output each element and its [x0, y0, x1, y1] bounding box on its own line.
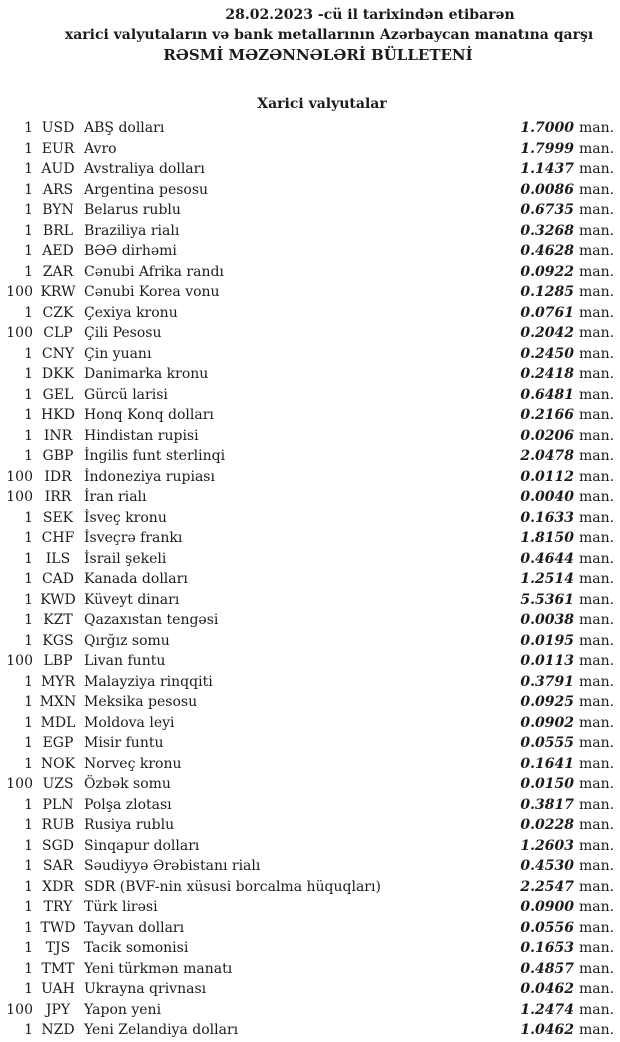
currency-unit-label: man. — [579, 325, 615, 341]
currency-name: Çin yuanı — [84, 345, 152, 362]
currency-code: BYN — [42, 202, 74, 218]
currency-rate: 0.3817 — [520, 796, 574, 813]
currency-quantity: 1 — [24, 1022, 33, 1038]
currency-code: ZAR — [42, 263, 74, 280]
currency-name: Ukrayna qrivnası — [84, 981, 207, 997]
currency-rate: 0.1633 — [520, 509, 574, 526]
currency-unit-label: man. — [579, 878, 615, 895]
currency-quantity: 1 — [24, 735, 33, 751]
currency-code: UAH — [41, 981, 75, 997]
bulletin-title: RƏSMİ MƏZƏNNƏLƏRİ BÜLLETENİ — [163, 46, 473, 64]
rate-row-try — [0, 897, 620, 918]
currency-rate: 1.0462 — [520, 1022, 574, 1038]
currency-code: AUD — [41, 161, 75, 177]
currency-quantity: 1 — [24, 591, 33, 608]
bulletin-subtitle: xarici valyutaların və bank metallarının Azərbaycan manatına qarşı — [64, 27, 594, 43]
currency-quantity: 1 — [24, 304, 33, 321]
rate-row-hkd — [0, 405, 620, 426]
currency-code: GEL — [42, 386, 74, 403]
currency-rate: 0.0462 — [520, 981, 574, 997]
currency-rate: 0.3791 — [520, 673, 574, 690]
currency-code: AED — [42, 243, 74, 259]
rate-row-aed — [0, 241, 620, 262]
currency-unit-label: man. — [579, 1001, 615, 1018]
rate-row-rub — [0, 815, 620, 836]
currency-unit-label: man. — [579, 591, 615, 608]
currency-quantity: 1 — [24, 612, 33, 628]
rate-row-aud — [0, 159, 620, 180]
currency-unit-label: man. — [579, 243, 615, 259]
currency-name: Danimarka kronu — [84, 366, 209, 382]
currency-unit-label: man. — [579, 161, 615, 177]
currency-unit-label: man. — [579, 120, 615, 136]
currency-code: INR — [43, 427, 73, 444]
currency-rate: 1.8150 — [520, 530, 574, 546]
currency-code: UZS — [42, 776, 74, 792]
currency-code: DKK — [41, 366, 75, 382]
currency-unit-label: man. — [579, 694, 615, 710]
currency-code: HKD — [41, 407, 75, 423]
currency-rate: 0.4857 — [520, 960, 574, 977]
currency-quantity: 1 — [24, 694, 33, 710]
rate-row-lbp — [0, 651, 620, 672]
currency-quantity: 1 — [24, 448, 33, 464]
currency-unit-label: man. — [579, 632, 615, 649]
currency-rate: 0.6481 — [520, 386, 574, 403]
currency-quantity: 1 — [24, 120, 33, 136]
currency-quantity: 100 — [6, 325, 33, 341]
currency-unit-label: man. — [579, 407, 615, 423]
currency-quantity: 1 — [24, 673, 33, 690]
currency-unit-label: man. — [579, 448, 615, 464]
currency-name: İsveçrə frankı — [84, 530, 183, 546]
rate-row-kwd — [0, 590, 620, 611]
rate-row-kgs — [0, 631, 620, 652]
currency-rate: 0.0086 — [520, 181, 574, 198]
currency-rate: 0.4628 — [520, 243, 574, 259]
currency-name: Polşa zlotası — [84, 796, 172, 813]
currency-code: IRR — [44, 489, 72, 505]
currency-rate: 0.2166 — [520, 407, 574, 423]
currency-unit-label: man. — [579, 981, 615, 997]
rate-row-idr — [0, 467, 620, 488]
currency-unit-label: man. — [579, 345, 615, 362]
currency-quantity: 1 — [24, 817, 33, 833]
rate-row-sek — [0, 508, 620, 529]
currency-name: Norveç kronu — [84, 755, 182, 772]
currency-name: Moldova leyi — [84, 714, 175, 731]
currency-quantity: 1 — [24, 345, 33, 362]
rate-row-uah — [0, 979, 620, 1000]
currency-quantity: 1 — [24, 837, 33, 854]
currency-rate: 0.4530 — [520, 858, 574, 874]
rate-row-cny — [0, 344, 620, 365]
currency-unit-label: man. — [579, 571, 615, 587]
currency-unit-label: man. — [579, 817, 615, 833]
currency-quantity: 100 — [6, 284, 33, 300]
rate-row-gel — [0, 385, 620, 406]
currency-name: Cənubi Afrika randı — [84, 263, 224, 280]
rate-row-clp — [0, 323, 620, 344]
currency-rate: 2.2547 — [520, 878, 574, 895]
currency-quantity: 100 — [6, 776, 33, 792]
currency-quantity: 1 — [24, 550, 33, 567]
currency-code: XDR — [42, 878, 74, 895]
currency-unit-label: man. — [579, 509, 615, 526]
currency-code: EGP — [42, 735, 74, 751]
currency-unit-label: man. — [579, 202, 615, 218]
rate-row-nok — [0, 754, 620, 775]
currency-rate: 0.0555 — [520, 735, 574, 751]
currency-unit-label: man. — [579, 366, 615, 382]
rate-row-ars — [0, 180, 620, 201]
currency-rate: 0.2042 — [520, 325, 574, 341]
currency-code: JPY — [45, 1001, 71, 1018]
currency-name: Tacik somonisi — [84, 940, 189, 956]
currency-name: SDR (BVF-nin xüsusi borcalma hüquqları) — [84, 878, 381, 895]
currency-name: İndoneziya rupiası — [84, 468, 215, 485]
currency-quantity: 1 — [24, 222, 33, 239]
currency-name: Gürcü larisi — [84, 386, 168, 403]
currency-name: İsveç kronu — [84, 509, 167, 526]
currency-rate: 0.2450 — [520, 345, 574, 362]
rate-row-krw — [0, 282, 620, 303]
currency-unit-label: man. — [579, 673, 615, 690]
currency-quantity: 1 — [24, 140, 33, 157]
currency-quantity: 1 — [24, 755, 33, 772]
currency-code: CZK — [42, 304, 74, 321]
currency-rate: 0.0902 — [520, 714, 574, 731]
currency-name: Tayvan dolları — [84, 919, 185, 936]
currency-code: MXN — [39, 694, 77, 710]
currency-rate: 0.1285 — [520, 284, 574, 300]
currency-unit-label: man. — [579, 796, 615, 813]
currency-quantity: 1 — [24, 407, 33, 423]
currency-name: Honq Konq dolları — [84, 407, 214, 423]
rate-row-eur — [0, 139, 620, 160]
currency-quantity: 100 — [6, 1001, 33, 1018]
currency-rate: 0.0228 — [520, 817, 574, 833]
currency-unit-label: man. — [579, 427, 615, 444]
rate-row-pln — [0, 795, 620, 816]
currency-unit-label: man. — [579, 714, 615, 731]
currency-unit-label: man. — [579, 386, 615, 403]
currency-name: Meksika pesosu — [84, 694, 198, 710]
rate-row-byn — [0, 200, 620, 221]
currency-name: İsrail şekeli — [84, 550, 167, 567]
bulletin-header — [0, 0, 620, 65]
currency-name: Çili Pesosu — [84, 325, 162, 341]
currency-rate: 0.0900 — [520, 899, 574, 915]
currency-unit-label: man. — [579, 960, 615, 977]
currency-quantity: 1 — [24, 878, 33, 895]
currency-quantity: 1 — [24, 181, 33, 198]
currency-rate: 0.6735 — [520, 202, 574, 218]
currency-quantity: 1 — [24, 940, 33, 956]
rate-row-kzt — [0, 610, 620, 631]
currency-quantity: 1 — [24, 919, 33, 936]
currency-quantity: 1 — [24, 509, 33, 526]
currency-rate: 1.7000 — [520, 120, 574, 136]
currency-name: Misir funtu — [84, 735, 164, 751]
currency-code: CHF — [41, 530, 75, 546]
currency-unit-label: man. — [579, 181, 615, 198]
currency-quantity: 1 — [24, 427, 33, 444]
currency-code: NZD — [41, 1022, 75, 1038]
currency-rate: 1.2603 — [520, 837, 574, 854]
currency-quantity: 1 — [24, 161, 33, 177]
currency-code: MYR — [40, 673, 76, 690]
rate-row-tjs — [0, 938, 620, 959]
currency-unit-label: man. — [579, 550, 615, 567]
currency-name: Türk lirəsi — [84, 899, 158, 915]
currency-name: Avstraliya dolları — [84, 161, 205, 177]
currency-name: Avro — [84, 140, 117, 157]
currency-quantity: 100 — [6, 653, 33, 669]
rate-row-czk — [0, 303, 620, 324]
currency-code: CNY — [41, 345, 75, 362]
currency-rate: 0.1641 — [520, 755, 574, 772]
currency-rate: 0.4644 — [520, 550, 574, 567]
currency-rate: 1.2474 — [520, 1001, 574, 1018]
currency-name: Çexiya kronu — [84, 304, 178, 321]
currency-code: USD — [41, 120, 75, 136]
currency-rate: 0.0112 — [520, 468, 574, 485]
currency-quantity: 1 — [24, 263, 33, 280]
currency-code: KWD — [40, 591, 76, 608]
currency-quantity: 1 — [24, 960, 33, 977]
currency-code: TRY — [43, 899, 73, 915]
currency-quantity: 1 — [24, 714, 33, 731]
currency-quantity: 100 — [6, 468, 33, 485]
currency-code: MDL — [40, 714, 76, 731]
currency-name: Küveyt dinarı — [84, 591, 180, 608]
currency-name: Hindistan rupisi — [84, 427, 199, 444]
currency-unit-label: man. — [579, 530, 615, 546]
currency-code: CAD — [41, 571, 75, 587]
currency-name: Sinqapur dolları — [84, 837, 200, 854]
currency-unit-label: man. — [579, 755, 615, 772]
currency-name: Argentina pesosu — [84, 181, 209, 198]
rate-row-zar — [0, 262, 620, 283]
currency-rate: 1.1437 — [520, 161, 574, 177]
currency-unit-label: man. — [579, 612, 615, 628]
currency-rate: 0.0925 — [520, 694, 574, 710]
currency-quantity: 1 — [24, 366, 33, 382]
rate-row-mdl — [0, 713, 620, 734]
currency-code: ARS — [42, 181, 74, 198]
currency-unit-label: man. — [579, 468, 615, 485]
currency-rate: 0.3268 — [520, 222, 574, 239]
currency-name: Səudiyyə Ərəbistanı rialı — [84, 858, 261, 874]
currency-code: EUR — [41, 140, 75, 157]
currency-rate: 0.1653 — [520, 940, 574, 956]
rate-row-inr — [0, 426, 620, 447]
currency-code: CLP — [43, 325, 73, 341]
rate-row-usd — [0, 118, 620, 139]
currency-name: Yeni türkmən manatı — [84, 960, 233, 977]
currency-code: ILS — [45, 550, 71, 567]
currency-quantity: 1 — [24, 858, 33, 874]
currency-code: SAR — [42, 858, 74, 874]
currency-name: Braziliya rialı — [84, 222, 180, 239]
currency-code: RUB — [41, 817, 75, 833]
currency-rate: 0.0150 — [520, 776, 574, 792]
currency-code: SGD — [42, 837, 74, 854]
currency-code: PLN — [42, 796, 74, 813]
rate-row-egp — [0, 733, 620, 754]
currency-code: NOK — [40, 755, 76, 772]
currency-name: İngilis funt sterlinqi — [84, 448, 226, 464]
currency-name: Özbək somu — [84, 776, 171, 792]
currency-rate: 0.0040 — [520, 489, 574, 505]
currency-code: TJS — [45, 940, 71, 956]
currency-unit-label: man. — [579, 222, 615, 239]
currency-name: Malayziya rinqqiti — [84, 673, 213, 690]
currency-code: TWD — [40, 919, 76, 936]
currency-name: Yeni Zelandiya dolları — [84, 1022, 239, 1038]
currency-quantity: 1 — [24, 243, 33, 259]
currency-rate: 0.0038 — [520, 612, 574, 628]
exchange-rate-table — [0, 118, 620, 1041]
currency-quantity: 1 — [24, 530, 33, 546]
currency-unit-label: man. — [579, 940, 615, 956]
currency-unit-label: man. — [579, 263, 615, 280]
currency-quantity: 100 — [6, 489, 33, 505]
rate-row-jpy — [0, 1000, 620, 1021]
currency-unit-label: man. — [579, 919, 615, 936]
currency-name: Qırğız somu — [84, 632, 170, 649]
currency-code: IDR — [44, 468, 72, 485]
currency-rate: 1.7999 — [520, 140, 574, 157]
currency-rate: 0.0113 — [520, 653, 574, 669]
currency-unit-label: man. — [579, 837, 615, 854]
rate-row-myr — [0, 672, 620, 693]
rate-row-nzd — [0, 1020, 620, 1041]
currency-name: Cənubi Korea vonu — [84, 284, 220, 300]
currency-quantity: 1 — [24, 571, 33, 587]
currency-name: ABŞ dolları — [84, 120, 165, 136]
rate-row-mxn — [0, 692, 620, 713]
currency-name: Qazaxıstan tengəsi — [84, 612, 219, 628]
currency-unit-label: man. — [579, 304, 615, 321]
currency-rate: 1.2514 — [520, 571, 574, 587]
section-title-foreign-currencies: Xarici valyutalar — [257, 96, 387, 112]
rate-row-cad — [0, 569, 620, 590]
rate-row-sar — [0, 856, 620, 877]
currency-unit-label: man. — [579, 140, 615, 157]
rate-row-irr — [0, 487, 620, 508]
currency-code: LBP — [43, 653, 73, 669]
currency-quantity: 1 — [24, 202, 33, 218]
currency-rate: 0.2418 — [520, 366, 574, 382]
rate-row-twd — [0, 918, 620, 939]
currency-name: Yapon yeni — [84, 1001, 162, 1018]
rate-row-uzs — [0, 774, 620, 795]
currency-quantity: 1 — [24, 632, 33, 649]
currency-name: İran rialı — [84, 489, 147, 505]
currency-code: GBP — [42, 448, 74, 464]
currency-name: Belarus rublu — [84, 202, 181, 218]
currency-name: Rusiya rublu — [84, 817, 175, 833]
rate-row-xdr — [0, 877, 620, 898]
currency-code: KZT — [43, 612, 73, 628]
rate-row-brl — [0, 221, 620, 242]
currency-quantity: 1 — [24, 899, 33, 915]
currency-unit-label: man. — [579, 489, 615, 505]
currency-code: BRL — [42, 222, 74, 239]
currency-rate: 0.0556 — [520, 919, 574, 936]
currency-name: Livan funtu — [84, 653, 166, 669]
currency-unit-label: man. — [579, 653, 615, 669]
currency-rate: 0.0761 — [520, 304, 574, 321]
currency-unit-label: man. — [579, 858, 615, 874]
currency-rate: 0.0922 — [520, 263, 574, 280]
currency-code: SEK — [42, 509, 74, 526]
currency-code: KGS — [42, 632, 74, 649]
rate-row-sgd — [0, 836, 620, 857]
currency-name: Kanada dolları — [84, 571, 188, 587]
currency-quantity: 1 — [24, 796, 33, 813]
currency-code: TMT — [41, 960, 75, 977]
rate-row-ils — [0, 549, 620, 570]
effective-date-line: 28.02.2023 -cü il tarixindən etibarən — [225, 7, 515, 23]
currency-unit-label: man. — [579, 1022, 615, 1038]
currency-rate: 5.5361 — [520, 591, 574, 608]
rate-row-gbp — [0, 446, 620, 467]
currency-unit-label: man. — [579, 284, 615, 300]
currency-unit-label: man. — [579, 735, 615, 751]
currency-unit-label: man. — [579, 776, 615, 792]
currency-unit-label: man. — [579, 899, 615, 915]
rate-row-tmt — [0, 959, 620, 980]
currency-rate: 2.0478 — [520, 448, 574, 464]
currency-name: BƏƏ dirhəmi — [84, 243, 177, 259]
currency-quantity: 1 — [24, 981, 33, 997]
rate-row-dkk — [0, 364, 620, 385]
currency-code: KRW — [40, 284, 76, 300]
currency-quantity: 1 — [24, 386, 33, 403]
rate-row-chf — [0, 528, 620, 549]
currency-rate: 0.0206 — [520, 427, 574, 444]
currency-rate: 0.0195 — [520, 632, 574, 649]
